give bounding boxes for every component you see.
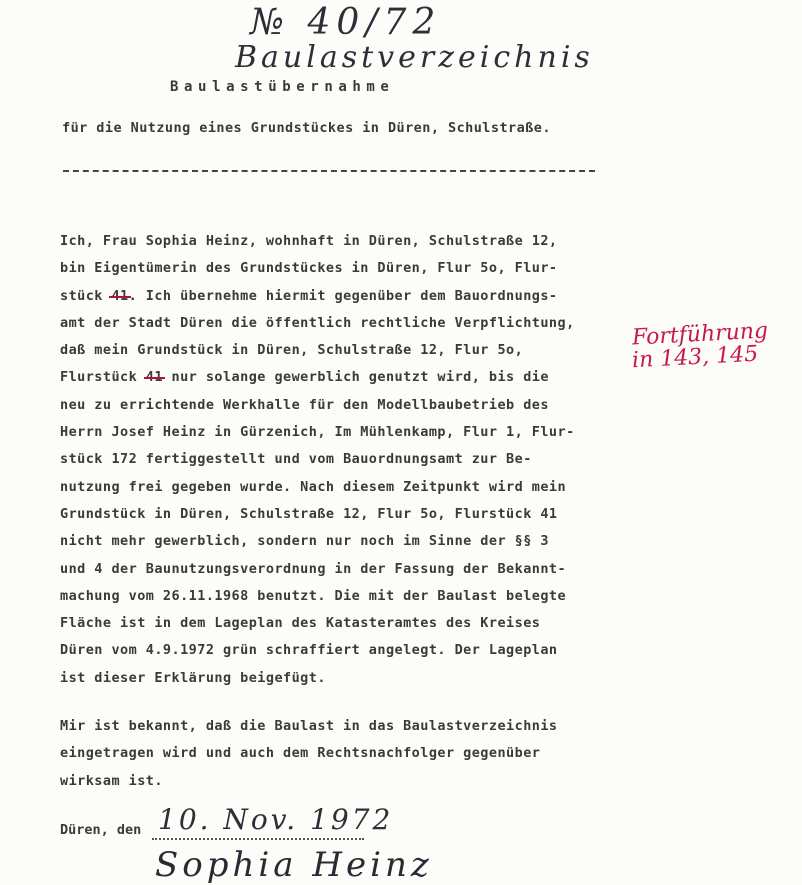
declaration-paragraph [60,228,620,692]
divider-line [63,170,595,172]
struck-parcel-number: 41 [111,287,129,304]
text-line: wirksam ist. [60,772,163,789]
handwritten-date: 10. Nov. 1972 [158,803,394,836]
text-line: machung vom 26.11.1968 benutzt. Die mit der Baulast belegte [60,587,567,604]
text-line: Herrn Josef Heinz in Gürzenich, Im Mühlenkamp, Flur 1, Flur- [60,424,575,441]
text-line: stück 41. Ich übernehme hiermit gegenüber dem Bauordnungs- [60,287,558,304]
handwritten-signature: Sophia Heinz [155,845,433,885]
text-line: amt der Stadt Düren die öffentlich rechtliche Verpflichtung, [60,314,575,331]
text-line: stück 172 fertiggestellt und vom Bauordnungsamt zur Be- [60,451,532,468]
text-line: nutzung frei gegeben wurde. Nach diesem Zeitpunkt wird mein [60,478,567,495]
text-line: Mir ist bekannt, daß die Baulast in das Baulastverzeichnis [60,718,558,734]
acknowledgement-paragraph [60,713,620,795]
text-line: nicht mehr gewerblich, sondern nur noch im Sinne der §§ 3 [60,533,549,550]
text-line: Grundstück in Düren, Schulstraße 12, Flur 5o, Flurstück 41 [60,505,558,522]
text-line: Düren vom 4.9.1972 grün schraffiert angelegt. Der Lageplan [60,642,558,659]
text-line: bin Eigentümerin des Grundstückes in Düren, Flur 5o, Flur- [60,260,558,277]
text-line: eingetragen wird und auch dem Rechtsnachfolger gegenüber [60,745,541,762]
text-line: neu zu errichtende Werkhalle für den Modellbaubetrieb des [60,396,549,413]
struck-parcel-number: 41 [145,369,163,386]
text-line: Fläche ist in dem Lageplan des Katasteramtes des Kreises [60,615,541,632]
margin-annotation-line2: in 143, 145 [631,341,759,374]
text-line: ist dieser Erklärung beigefügt. [60,669,326,686]
text-line: Ich, Frau Sophia Heinz, wohnhaft in Düren, Schulstraße 12, [60,233,558,249]
margin-annotation-line1: Fortführung [631,318,769,351]
text-line: Flurstück 41 nur solange gewerblich genutzt wird, bis die [60,369,549,386]
date-dotted-line [152,838,364,840]
place-date-label: Düren, den [60,822,142,838]
handwritten-document-number: № 40/72 [250,2,442,43]
document-subtitle: für die Nutzung eines Grundstückes in Düren, Schulstraße. [62,120,551,136]
document-title: Baulastübernahme [170,79,395,95]
text-line: und 4 der Baunutzungsverordnung in der Fassung der Bekannt- [60,560,567,577]
text-line: daß mein Grundstück in Düren, Schulstraße 12, Flur 5o, [60,342,524,359]
handwritten-register-note: Baulastverzeichnis [235,40,594,75]
